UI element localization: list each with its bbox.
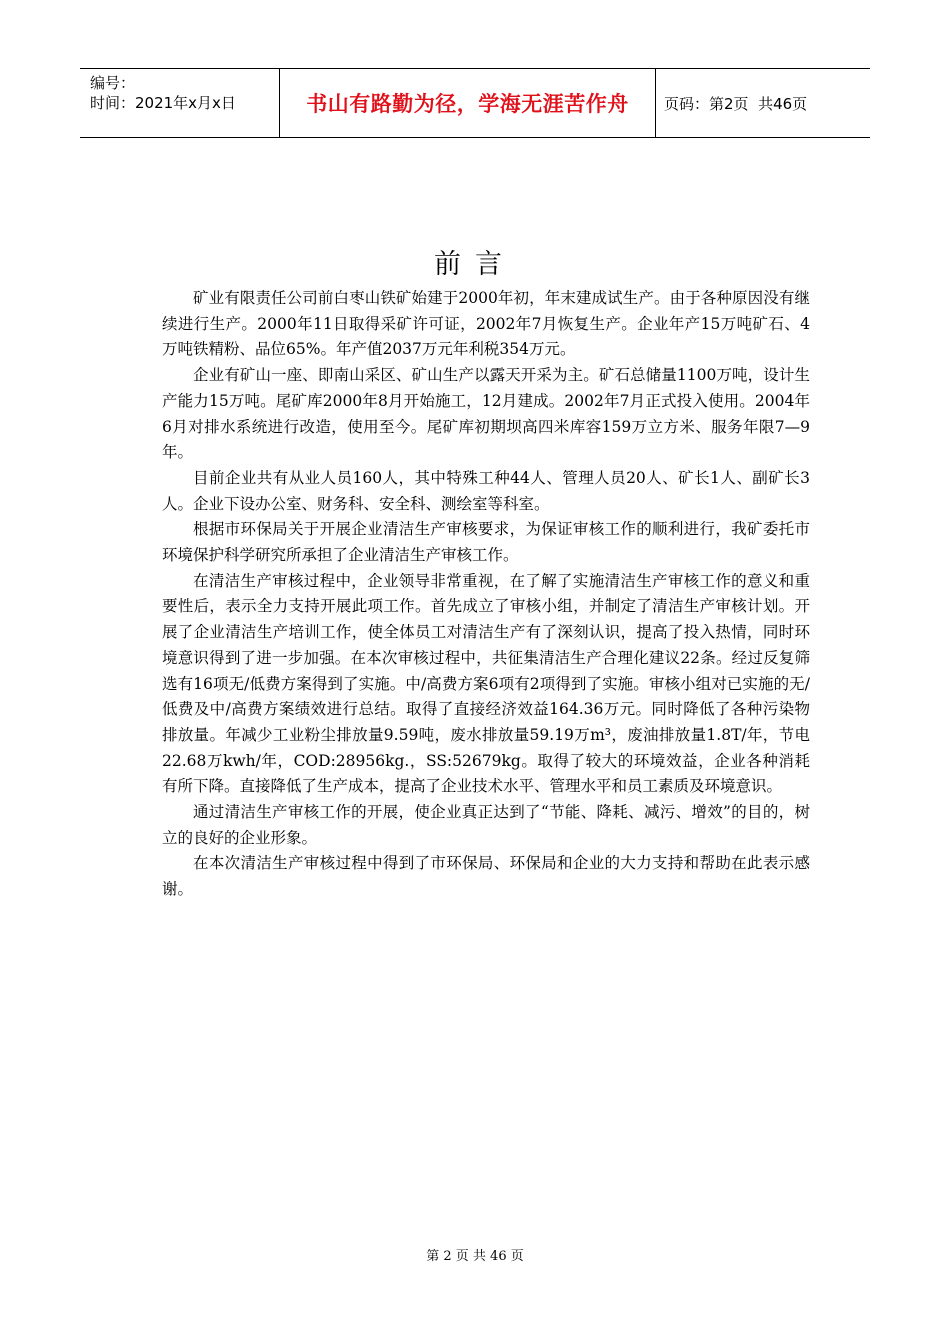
header-page-cell — [656, 69, 870, 137]
paragraph: 矿业有限责任公司前白枣山铁矿始建于2000年初，年末建成试生产。由于各种原因没有继续进行生产。2000年11日取得采矿许可证，2002年7月恢复生产。企业年产15万吨矿石、4万吨铁精粉、品位65%。年产值2037万元年利税354万元。 — [162, 289, 810, 359]
document-title: 前言 — [434, 249, 516, 280]
paragraph: 目前企业共有从业人员160人，其中特殊工种44人、管理人员20人、矿长1人、副矿长3人。企业下设办公室、财务科、安全科、测绘室等科室。 — [162, 468, 810, 513]
paragraph: 在清洁生产审核过程中，企业领导非常重视，在了解了实施清洁生产审核工作的意义和重要性后，表示全力支持开展此项工作。首先成立了审核小组，并制定了清洁生产审核计划。开展了企业清洁生产培训工作，使全体员工对清洁生产有了深刻认识，提高了投入热情，同时环境意识得到了进一步加强。在本次审核过程中，共征集清洁生产合理化建议22条。经过反复筛选有16项无/低费方案得到了实施。中/高费方案6项有2项得到了实施。审核小组对已实施的无/低费及中/高费方案绩效进行总结。取得了直接经济效益164.36万元。同时降低了各种污染物排放量。年减少工业粉尘排放量9.59吨，废水排放量59.19万m³，废油排放量1.8T/年，节电22.68万kwh/年，COD:28956kg.，SS:52679kg。取得了较大的环境效益，企业各种消耗有所下降。直接降低了生产成本，提高了企业技术水平、管理水平和员工素质及环境意识。 — [162, 571, 810, 796]
header-motto: 书山有路勤为径，学海无涯苦作舟 — [280, 69, 656, 137]
document-number-label: 编号： — [90, 74, 136, 92]
paragraph: 企业有矿山一座、即南山采区、矿山生产以露天开采为主。矿石总储量1100万吨，设计生产能力15万吨。尾矿库2000年8月开始施工，12月建成。2002年7月正式投入使用。2004年6月对排水系统进行改造，使用至今。尾矿库初期坝高四米库容159万立方米、服务年限7—9年。 — [162, 366, 810, 462]
paragraph: 通过清洁生产审核工作的开展，使企业真正达到了“节能、降耗、减污、增效”的目的，树立的良好的企业形象。 — [162, 803, 810, 847]
header-table — [80, 68, 870, 138]
document-time-label: 时间：2021年x月x日 — [90, 94, 236, 112]
page-footer: 第 2 页 共 46 页 — [426, 1249, 524, 1264]
paragraph: 根据市环保局关于开展企业清洁生产审核要求，为保证审核工作的顺利进行，我矿委托市环境保护科学研究所承担了企业清洁生产审核工作。 — [162, 520, 810, 565]
document-body — [162, 286, 810, 903]
paragraph: 在本次清洁生产审核过程中得到了市环保局、环保局和企业的大力支持和帮助在此表示感谢。 — [162, 854, 810, 899]
header-info-cell — [80, 69, 280, 137]
header-page-label: 页码：第2页 共46页 — [664, 94, 808, 113]
